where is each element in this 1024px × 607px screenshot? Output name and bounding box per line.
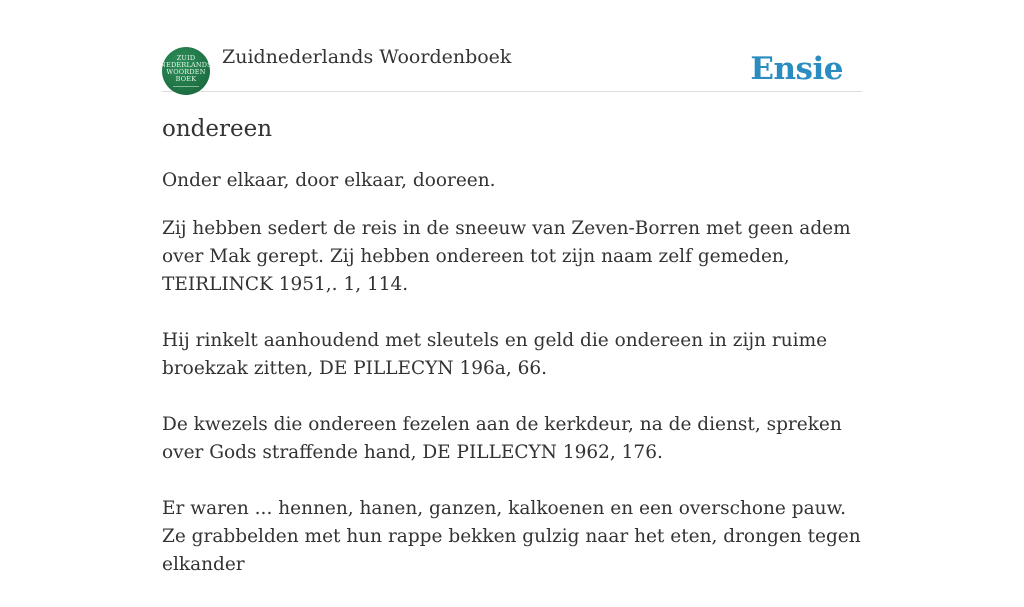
example-quote: Er waren ... hennen, hanen, ganzen, kalkoenen en een overschone pauw. Ze grabbelden met hun rappe bekken gulzig naar het eten, drongen tegen elkander bbox=[162, 498, 861, 575]
entry-headword: ondereen bbox=[162, 116, 273, 142]
logo-line: BOEK bbox=[175, 75, 197, 83]
dictionary-logo[interactable] bbox=[162, 47, 210, 95]
example-quote: Zij hebben sedert de reis in de sneeuw van Zeven-Borren met geen adem over Mak gerept. Zij hebben ondereen tot zijn naam zelf gemeden, TEIRLINCK 1951,. 1, 114. bbox=[162, 218, 851, 295]
logo-line: NEDERLANDS bbox=[160, 61, 212, 69]
logo-rule bbox=[173, 86, 199, 87]
logo-line: ZUID bbox=[176, 54, 196, 62]
example-quote: Hij rinkelt aanhoudend met sleutels en geld die ondereen in zijn ruime broekzak zitten, DE PILLECYN 196a, 66. bbox=[162, 330, 828, 379]
example-quote: De kwezels die ondereen fezelen aan de kerkdeur, na de dienst, spreken over Gods straffende hand, DE PILLECYN 1962, 176. bbox=[162, 414, 842, 463]
ensie-brand-link[interactable]: Ensie bbox=[750, 51, 843, 87]
site-header bbox=[162, 0, 862, 92]
example-list bbox=[162, 215, 862, 607]
logo-line: WOORDEN bbox=[166, 68, 206, 76]
page bbox=[160, 0, 862, 575]
entry-definition: Onder elkaar, door elkaar, dooreen. bbox=[162, 170, 496, 191]
dictionary-title-link[interactable]: Zuidnederlands Woordenboek bbox=[222, 46, 512, 68]
